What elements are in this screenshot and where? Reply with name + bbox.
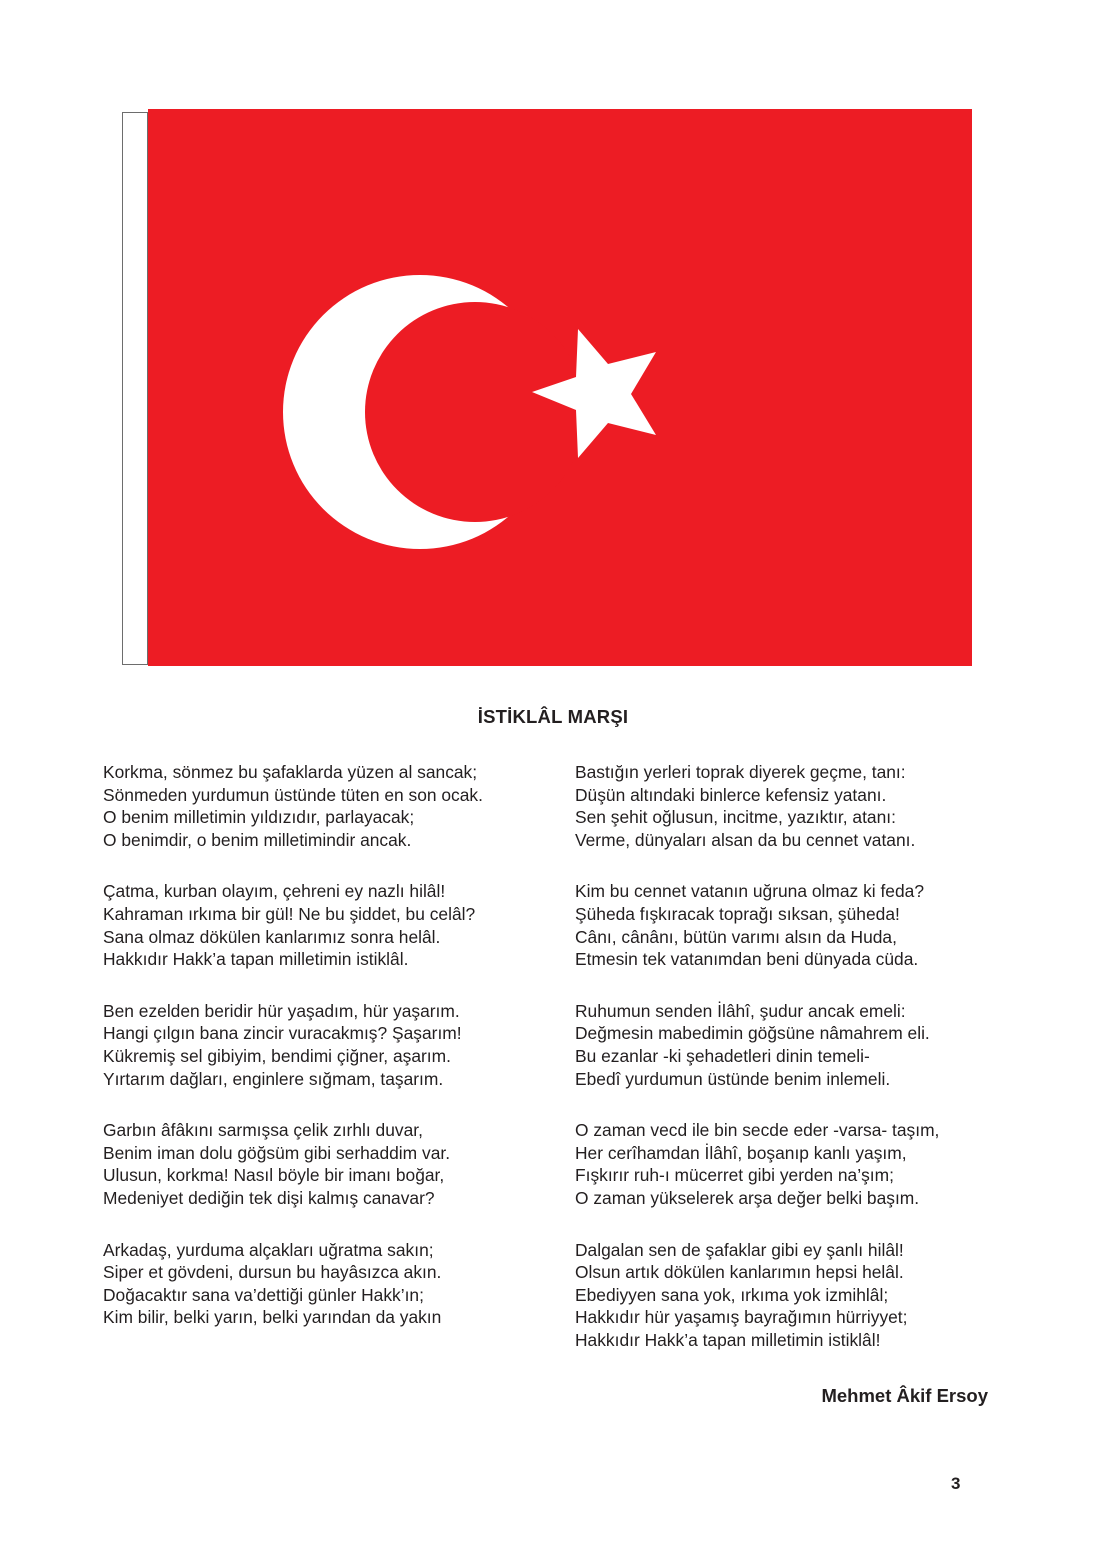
verse-line: Hakkıdır Hakk’a tapan milletimin istiklâl! bbox=[575, 1329, 881, 1350]
verse-line: Sana olmaz dökülen kanlarımız sonra helâl. bbox=[103, 926, 441, 947]
flag-field bbox=[148, 109, 972, 666]
verse-line: Kim bilir, belki yarın, belki yarından da yakın bbox=[103, 1307, 442, 1328]
verse-line: Yırtarım dağları, enginlere sığmam, taşarım. bbox=[103, 1068, 444, 1089]
verse-line: Bu ezanlar -ki şehadetleri dinin temeli- bbox=[575, 1045, 870, 1066]
anthem-left-column bbox=[103, 761, 483, 1358]
verse-line: O benim milletimin yıldızıdır, parlayacak; bbox=[103, 807, 415, 828]
anthem-title: İSTİKLÂL MARŞI bbox=[477, 706, 629, 727]
stanza bbox=[575, 1119, 939, 1209]
verse-line: Kim bu cennet vatanın uğruna olmaz ki feda? bbox=[575, 881, 924, 902]
verse-line: Olsun artık dökülen kanlarımın hepsi helâl. bbox=[575, 1262, 904, 1283]
verse-line: Şüheda fışkıracak toprağı sıksan, şüheda! bbox=[575, 903, 900, 924]
stanza bbox=[575, 761, 939, 851]
stanza bbox=[575, 1000, 939, 1090]
turkish-flag bbox=[0, 0, 1106, 700]
verse-line: Kahraman ırkıma bir gül! Ne bu şiddet, bu celâl? bbox=[103, 903, 476, 924]
verse-line: Garbın âfâkını sarmışsa çelik zırhlı duvar, bbox=[103, 1120, 423, 1141]
verse-line: Çatma, kurban olayım, çehreni ey nazlı hilâl! bbox=[103, 881, 446, 902]
verse-line: Dalgalan sen de şafaklar gibi ey şanlı hilâl! bbox=[575, 1239, 904, 1260]
stanza bbox=[103, 880, 483, 970]
stanza bbox=[103, 761, 483, 851]
anthem-right-column bbox=[575, 761, 939, 1380]
verse-line: Her cerîhamdan İlâhî, boşanıp kanlı yaşım, bbox=[575, 1142, 907, 1163]
verse-line: Sen şehit oğlusun, incitme, yazıktır, atanı: bbox=[575, 807, 896, 828]
verse-line: Benim iman dolu göğsüm gibi serhaddim var. bbox=[103, 1142, 451, 1163]
verse-line: Fışkırır ruh-ı mücerret gibi yerden na’şım; bbox=[575, 1165, 894, 1186]
stanza bbox=[575, 1239, 939, 1352]
verse-line: Ben ezelden beridir hür yaşadım, hür yaşarım. bbox=[103, 1000, 460, 1021]
verse-line: Değmesin mabedimin göğsüne nâmahrem eli. bbox=[575, 1023, 930, 1044]
verse-line: Ebedî yurdumun üstünde benim inlemeli. bbox=[575, 1068, 891, 1089]
verse-line: Hangi çılgın bana zincir vuracakmış? Şaşarım! bbox=[103, 1023, 462, 1044]
verse-line: Korkma, sönmez bu şafaklarda yüzen al sancak; bbox=[103, 762, 478, 782]
verse-line: Doğacaktır sana va’dettiği günler Hakk’ın; bbox=[103, 1284, 424, 1305]
verse-line: Medeniyet dediğin tek dişi kalmış canavar? bbox=[103, 1187, 435, 1208]
verse-line: Düşün altındaki binlerce kefensiz yatanı. bbox=[575, 784, 887, 805]
verse-line: Bastığın yerleri toprak diyerek geçme, tanı: bbox=[575, 762, 906, 782]
verse-line: Siper et gövdeni, dursun bu hayâsızca akın. bbox=[103, 1262, 442, 1283]
verse-line: Arkadaş, yurduma alçakları uğratma sakın; bbox=[103, 1239, 434, 1260]
author-name: Mehmet Âkif Ersoy bbox=[821, 1385, 988, 1406]
verse-line: Kükremiş sel gibiyim, bendimi çiğner, aşarım. bbox=[103, 1045, 451, 1066]
stanza bbox=[103, 1239, 483, 1329]
stanza bbox=[575, 880, 939, 970]
stanza bbox=[103, 1000, 483, 1090]
verse-line: Hakkıdır Hakk’a tapan milletimin istiklâl. bbox=[103, 949, 409, 970]
verse-line: Hakkıdır hür yaşamış bayrağımın hürriyyet; bbox=[575, 1307, 908, 1328]
verse-line: O zaman yükselerek arşa değer belki başım. bbox=[575, 1187, 920, 1208]
verse-line: O benimdir, o benim milletimindir ancak. bbox=[103, 829, 412, 850]
verse-line: Sönmeden yurdumun üstünde tüten en son ocak. bbox=[103, 784, 483, 805]
flag-hoist bbox=[122, 112, 148, 665]
verse-line: O zaman vecd ile bin secde eder -varsa- taşım, bbox=[575, 1120, 940, 1141]
verse-line: Verme, dünyaları alsan da bu cennet vatanı. bbox=[575, 829, 916, 850]
page-number: 3 bbox=[951, 1474, 961, 1493]
verse-line: Ebediyyen sana yok, ırkıma yok izmihlâl; bbox=[575, 1284, 889, 1305]
verse-line: Cânı, cânânı, bütün varımı alsın da Huda, bbox=[575, 926, 897, 947]
stanza bbox=[103, 1119, 483, 1209]
verse-line: Etmesin tek vatanımdan beni dünyada cüda. bbox=[575, 949, 919, 970]
verse-line: Ulusun, korkma! Nasıl böyle bir imanı boğar, bbox=[103, 1165, 445, 1186]
verse-line: Ruhumun senden İlâhî, şudur ancak emeli: bbox=[575, 1000, 906, 1021]
